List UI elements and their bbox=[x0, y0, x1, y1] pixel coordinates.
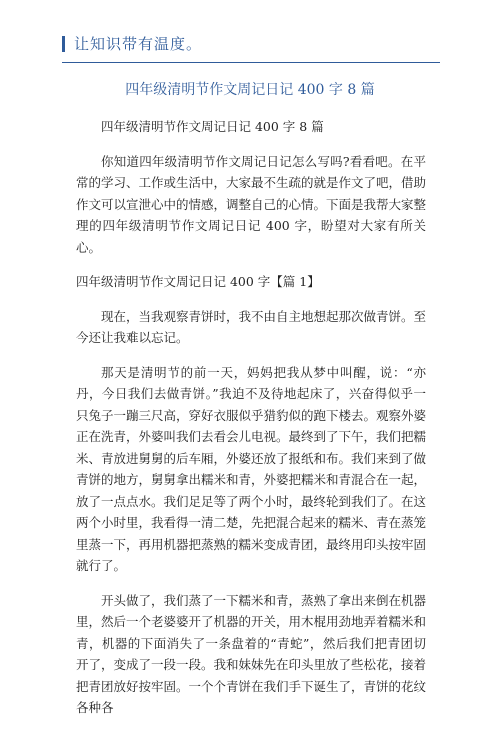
page-header bbox=[0, 0, 500, 64]
subtitle-paragraph: 四年级清明节作文周记日记 400 字 8 篇 bbox=[101, 119, 324, 134]
body-paragraph: 开头做了，我们蒸了一下糯米和青，蒸熟了拿出来倒在机器里，然后一个老婆婆开了机器的开关，用木棍用劲地弄着糯米和青，机器的下面消失了一条盘着的“青蛇”，然后我们把青团切开了，变成了一段一段。我和妹妹先在印头里放了些松花，接着把青团放好按牢固。一个个青饼在我们手下诞生了，青饼的花纹各种各 bbox=[76, 592, 427, 715]
section-heading: 四年级清明节作文周记日记 400 字【篇 1】 bbox=[76, 274, 320, 289]
body-paragraph: 那天是清明节的前一天，妈妈把我从梦中叫醒，说：“亦丹，今日我们去做青饼。”我迫不及待地起床了，兴奋得似乎一只兔子一蹦三尺高，穿好衣服似乎猎豹似的跑下楼去。观察外婆正在洗青，外婆叫我们去看会儿电视。最终到了下午，我们把糯米、青放进舅舅的后车厢，外婆还放了报纸和布。我们来到了做青饼的地方，舅舅拿出糯米和青，外婆把糯米和青混合在一起，放了一点点水。我们足足等了两个小时，最终轮到我们了。在这两个小时里，我看得一清二楚，先把混合起来的糯米、青在蒸笼里蒸一下，再用机器把蒸熟的糯米变成青团，最终用印头按牢固就行了。 bbox=[76, 364, 427, 573]
document-title: 四年级清明节作文周记日记 400 字 8 篇 bbox=[125, 82, 375, 98]
header-divider bbox=[62, 62, 440, 63]
header-accent-bar bbox=[62, 36, 65, 52]
header-slogan: 让知识带有温度。 bbox=[74, 35, 203, 53]
intro-paragraph: 你知道四年级清明节作文周记日记怎么写吗?看看吧。在平常的学习、工作或生活中，大家最不生疏的就是作文了吧，借助作文可以宣泄心中的情感，调整自己的心情。下面是我帮大家整理的四年级清明节作文周记日记 400 字，盼望对大家有所关心。 bbox=[76, 153, 427, 255]
document-body bbox=[76, 116, 426, 732]
body-paragraph: 现在，当我观察青饼时，我不由自主地想起那次做青饼。至今还让我难以忘记。 bbox=[76, 308, 427, 345]
